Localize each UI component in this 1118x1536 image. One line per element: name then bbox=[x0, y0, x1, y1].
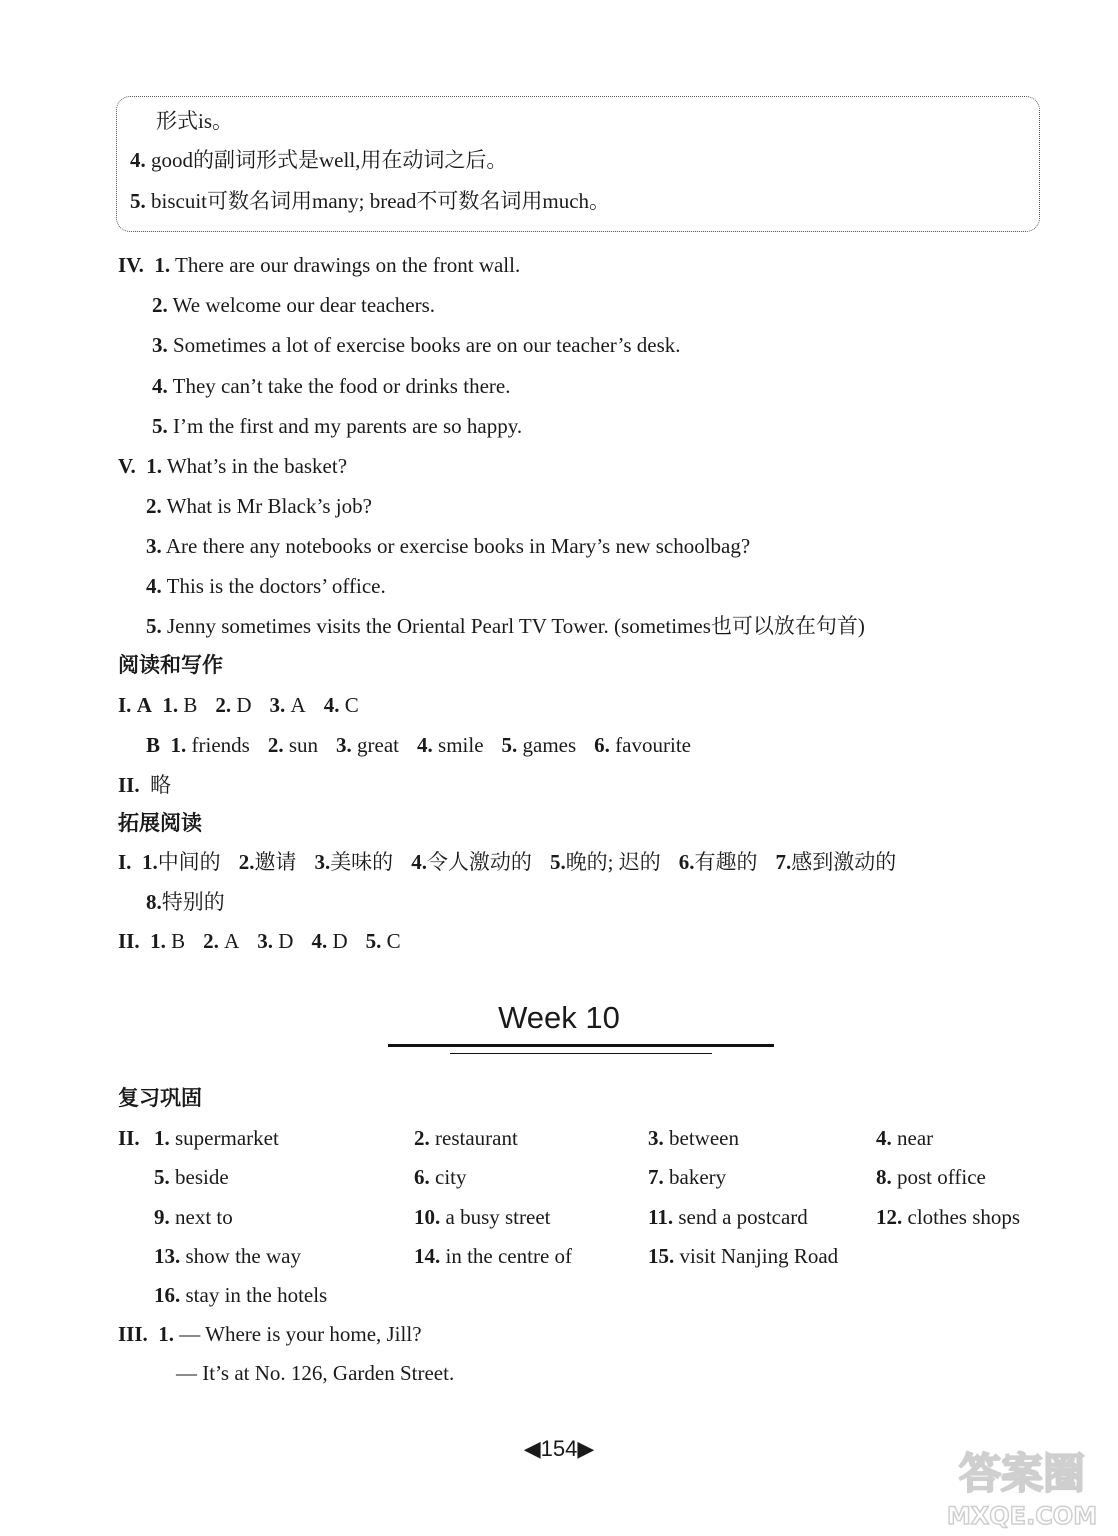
er-ii: II. 1. B 2. A 3. D 4. D 5. C bbox=[118, 929, 401, 953]
review-item-3: 3. between bbox=[648, 1126, 739, 1150]
title-rule-thick bbox=[388, 1044, 774, 1047]
v-item-1: V. 1. What’s in the basket? bbox=[118, 454, 348, 478]
review-item-15: 15. visit Nanjing Road bbox=[648, 1244, 839, 1268]
review-item-7: 7. bakery bbox=[648, 1165, 727, 1189]
watermark-title: 答案圈 bbox=[958, 1449, 1086, 1498]
week-title: Week 10 bbox=[498, 1000, 620, 1035]
review-item-6: 6. city bbox=[414, 1165, 467, 1189]
review-item-11: 11. send a postcard bbox=[648, 1205, 808, 1229]
review-item-2: 2. restaurant bbox=[414, 1126, 518, 1150]
review-item-4: 4. near bbox=[876, 1126, 934, 1150]
review-heading: 复习巩固 bbox=[118, 1086, 202, 1110]
iv-item-3: 3. Sometimes a lot of exercise books are on our teacher’s desk. bbox=[152, 333, 681, 357]
iv-item-2: 2. We welcome our dear teachers. bbox=[152, 293, 436, 317]
review-ii-label: II. bbox=[118, 1126, 140, 1150]
v-item-2: 2. What is Mr Black’s job? bbox=[146, 494, 372, 518]
review-item-12: 12. clothes shops bbox=[876, 1205, 1021, 1229]
review-iii-answer: — It’s at No. 126, Garden Street. bbox=[176, 1361, 455, 1385]
review-item-16: 16. stay in the hotels bbox=[154, 1283, 328, 1307]
er-i-line-1: I. 1.中间的 2.邀请 3.美味的 4.令人激动的 5.晚的; 迟的 6.有趣的 7.感到激动的 bbox=[118, 850, 897, 874]
reading-writing-heading: 阅读和写作 bbox=[118, 653, 223, 677]
v-item-3: 3. Are there any notebooks or exercise books in Mary’s new schoolbag? bbox=[146, 534, 751, 558]
review-item-14: 14. in the centre of bbox=[414, 1244, 573, 1268]
v-item-5: 5. Jenny sometimes visits the Oriental Pearl TV Tower. (sometimes也可以放在句首) bbox=[146, 614, 865, 638]
review-item-13: 13. show the way bbox=[154, 1244, 301, 1268]
watermark-logo bbox=[932, 1436, 1112, 1532]
watermark-url: MXQE.COM bbox=[946, 1502, 1098, 1530]
review-iii-question: III. 1. — Where is your home, Jill? bbox=[118, 1322, 422, 1346]
er-i-line-2: 8.特别的 bbox=[146, 890, 225, 914]
review-item-8: 8. post office bbox=[876, 1165, 986, 1189]
iv-item-4: 4. They can’t take the food or drinks there. bbox=[152, 374, 511, 398]
note-line-3: 5. biscuit可数名词用many; bread不可数名词用much。 bbox=[130, 189, 611, 213]
iv-item-1: IV. 1. There are our drawings on the front wall. bbox=[118, 253, 521, 277]
review-item-10: 10. a busy street bbox=[414, 1205, 551, 1229]
rw-ii: II. 略 bbox=[118, 773, 172, 797]
review-item-1: 1. supermarket bbox=[154, 1126, 279, 1150]
iv-item-5: 5. I’m the first and my parents are so happy. bbox=[152, 414, 523, 438]
review-item-5: 5. beside bbox=[154, 1165, 229, 1189]
rw-i-part-b: B 1. friends 2. sun 3. great 4. smile 5. games 6. favourite bbox=[146, 733, 691, 757]
v-item-4: 4. This is the doctors’ office. bbox=[146, 574, 386, 598]
extended-reading-heading: 拓展阅读 bbox=[118, 811, 202, 835]
note-line-2: 4. good的副词形式是well,用在动词之后。 bbox=[130, 148, 508, 172]
page-number: ◀154▶ bbox=[523, 1436, 595, 1461]
title-rule-thin bbox=[450, 1053, 712, 1054]
note-line-1: 形式is。 bbox=[156, 109, 234, 133]
review-item-9: 9. next to bbox=[154, 1205, 233, 1229]
rw-i-part-a: I. A 1. B 2. D 3. A 4. C bbox=[118, 693, 359, 717]
